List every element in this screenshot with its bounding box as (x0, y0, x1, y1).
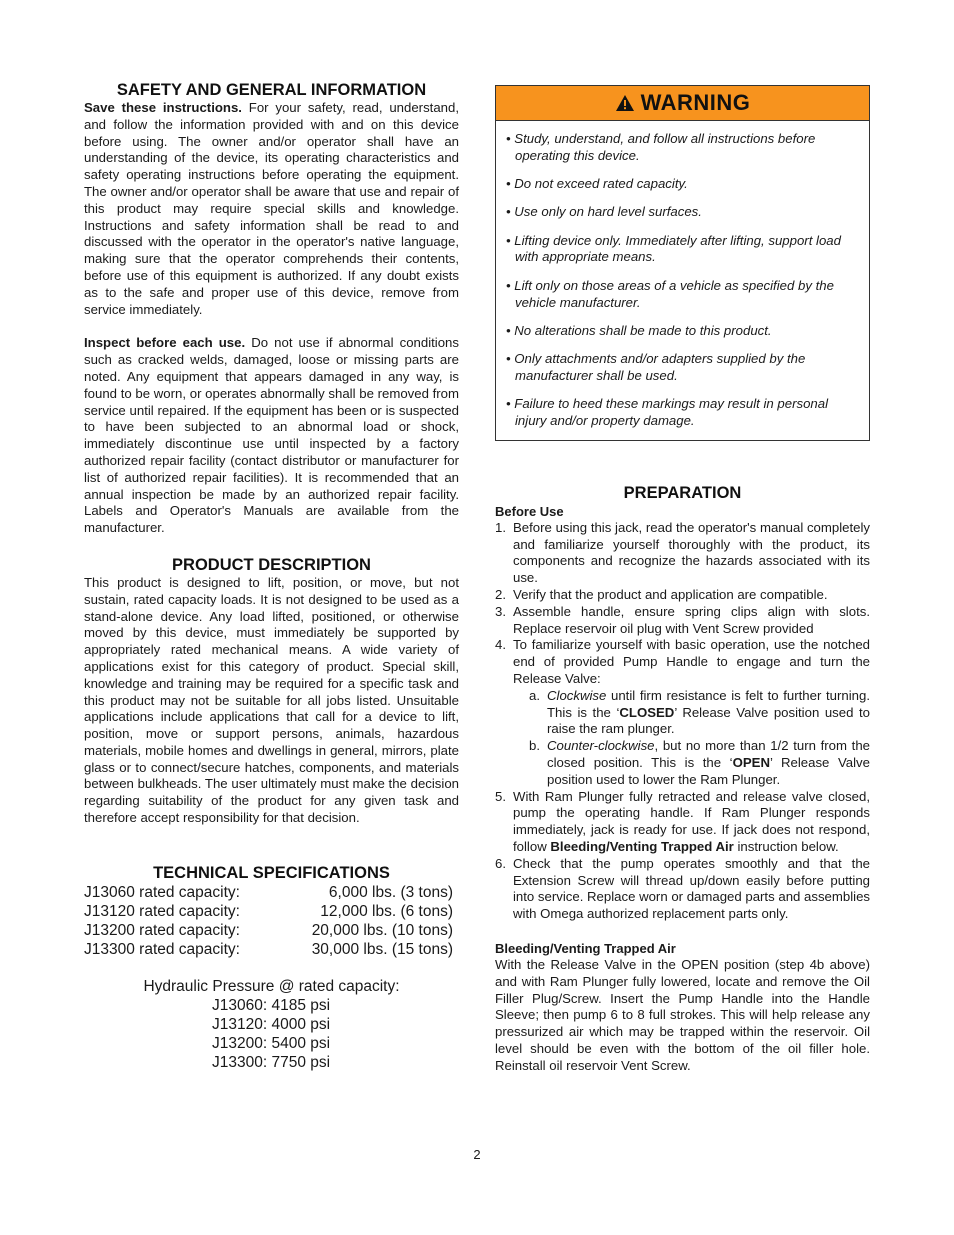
warning-triangle-icon (615, 94, 635, 112)
product-description-text: This product is designed to lift, position, or move, but not sustain, rated capacity loads. It is not designed to be used as a stand-alone device. Any load lifted, positioned, or otherwise moved by this device, must immediately be supported by appropriately rated mechanical means. A wide variety of applications exist for this category of product. Special skill, knowledge and training may be required for a specific task and this product may not be suitable for all jobs listed. Unsuitable applications include applications that call for a device to lift, position, move or support persons, animals, hazardous materials, mobile homes and dwellings in general, mirrors, plate glass or to connect/secure hatches, components, and materials between bulkheads. The user ultimately must make the decision regarding suitability of the product for any given task and therefore accept responsibility for that decision. (84, 574, 459, 826)
substep-item (513, 738, 870, 788)
save-instructions-text: For your safety, read, understand, and follow the information provided with and on this device before using. The owner and/or operator shall have an understanding of the device, its operating characteristics and safety operating instructions before operating the equipment. The owner and/or operator shall be aware that use and repair of this product may require special skills and knowledge. Instructions and safety information shall be read to and discussed with the operator in the operator's native language, making sure that the operator comprehends their contents, before use of this equipment is authorized. If any doubt exists as to the safe and proper use of this device, remove from service immediately. (84, 100, 459, 317)
step-text: Check that the pump operates smoothly and that the Extension Screw will thread up/down easily before putting into service. Replace worn or damaged parts and assemblies with Omega authorized replacement parts only. (513, 855, 870, 922)
spec-row (84, 902, 459, 921)
inspect-text: Do not use if abnormal conditions such as cracked welds, damaged, loose or missing parts are noted. Any equipment that appears damaged in any way, is found to be worn, or operates abnormally shall be removed from service until repaired. If the equipment has been or is suspected to have been subjected to an abnormal load or shock, immediately discontinue use until inspected by a factory authorized repair facility (contact distributor or manufacturer for list of authorized repair facilities). It is recommended that an annual inspection be made by an authorized repair facility. Labels and Operator's Manuals are available from the manufacturer. (84, 335, 459, 536)
step-item (495, 637, 870, 788)
warning-list (496, 121, 869, 440)
left-column (84, 80, 459, 1072)
inspect-paragraph (84, 335, 459, 537)
pressure-heading: Hydraulic Pressure @ rated capacity: (143, 977, 400, 995)
substep-letter: b. (529, 738, 540, 754)
bleeding-text: With the Release Valve in the OPEN position (step 4b above) and with Ram Plunger fully lowered, locate and remove the Oil Filler Plug/Screw. Insert the Pump Handle into the Handle Sleeve; then pump 6 to 8 full strokes. This will help release any pressurized air which may be trapped within the reservoir. Oil level should be even with the bottom of the oil filler hole. Reinstall oil reservoir Vent Screw. (495, 956, 870, 1073)
step-item (495, 587, 870, 604)
spec-model: J13120 rated capacity: (84, 902, 240, 920)
warning-item: • Do not exceed rated capacity. (506, 176, 688, 192)
pressure-item: J13120: 4000 psi (212, 1015, 331, 1033)
spec-table (84, 883, 459, 959)
step-text: instruction below. (733, 839, 839, 854)
substep-letter: a. (529, 687, 540, 703)
step-text: Before using this jack, read the operator's manual completely and familiarize yourself thoroughly with the product, its components and recognize the hazards associated with its use. (513, 519, 870, 586)
warning-header (496, 86, 869, 121)
pressure-item: J13060: 4185 psi (212, 996, 331, 1014)
save-instructions-paragraph (84, 100, 459, 318)
warning-item: • Use only on hard level surfaces. (506, 204, 702, 220)
spec-row (84, 940, 459, 959)
warning-item: • Study, understand, and follow all instructions before operating this device. (506, 131, 816, 163)
spec-value: 30,000 lbs. (15 tons) (311, 940, 453, 958)
step-number: 6. (495, 855, 506, 871)
preparation-heading: PREPARATION (623, 483, 742, 502)
warning-item: • Failure to heed these markings may result in personal injury and/or property damage. (506, 396, 829, 429)
before-use-heading: Before Use (495, 503, 564, 519)
step-number: 4. (495, 637, 506, 653)
preparation-steps (495, 520, 870, 923)
step-item (495, 520, 870, 587)
spec-value: 20,000 lbs. (10 tons) (311, 921, 453, 939)
step-item (495, 789, 870, 856)
pressure-item: J13300: 7750 psi (212, 1053, 331, 1071)
spec-model: J13200 rated capacity: (84, 921, 240, 939)
substep-text: , but no more than 1/2 turn from the closed position. This is the ‘ (547, 738, 870, 771)
spec-model: J13300 rated capacity: (84, 940, 240, 958)
warning-item: • Lift only on those areas of a vehicle as specified by the vehicle manufacturer. (506, 277, 834, 310)
bleeding-reference: Bleeding/Venting Trapped Air (550, 839, 734, 854)
step-text: With Ram Plunger fully retracted and release valve closed, pump the operating handle. If Ram Plunger responds immediately, jack is ready for use. If jack does not respond, follow (513, 788, 870, 854)
warning-title: WARNING (640, 90, 751, 115)
bleeding-heading: Bleeding/Venting Trapped Air (495, 940, 676, 956)
warning-box (495, 85, 870, 441)
spec-model: J13060 rated capacity: (84, 883, 240, 901)
safety-heading: SAFETY AND GENERAL INFORMATION (116, 81, 427, 99)
substep-direction: Counter-clockwise (547, 738, 655, 754)
spec-row (84, 883, 459, 902)
warning-item: • Lifting device only. Immediately after lifting, support load with appropriate means. (506, 232, 841, 265)
substep-text: ’ Release Valve position used to lower the Ram Plunger. (547, 755, 870, 787)
save-instructions-lead: Save these instructions. (84, 100, 242, 115)
open-label: OPEN (732, 755, 770, 771)
substep-item (513, 688, 870, 738)
tech-specs-heading: TECHNICAL SPECIFICATIONS (153, 863, 390, 882)
step-item (495, 604, 870, 638)
spec-value: 6,000 lbs. (3 tons) (328, 883, 453, 901)
page-number: 2 (473, 1147, 481, 1162)
step-number: 5. (495, 788, 506, 804)
substep-direction: Clockwise (547, 687, 607, 703)
warning-item: • No alterations shall be made to this product. (506, 322, 772, 338)
pressure-item: J13200: 5400 psi (212, 1034, 331, 1052)
right-column (495, 85, 870, 1075)
step-number: 1. (495, 519, 506, 535)
substep-text: ’ Release Valve position used to raise the ram plunger. (547, 704, 870, 737)
step-text: To familiarize yourself with basic operation, use the notched end of provided Pump Handle to engage and turn the Release Valve: (513, 637, 870, 687)
pressure-list (212, 996, 459, 1072)
closed-label: CLOSED (619, 704, 675, 720)
step-item (495, 856, 870, 923)
step-number: 2. (495, 587, 506, 603)
step-number: 3. (495, 603, 506, 619)
spec-value: 12,000 lbs. (6 tons) (320, 902, 453, 920)
step-text: Assemble handle, ensure spring clips align with slots. Replace reservoir oil plug with Vent Screw provided (513, 603, 870, 636)
warning-item: • Only attachments and/or adapters supplied by the manufacturer shall be used. (506, 351, 806, 383)
step-text: Verify that the product and application are compatible. (513, 587, 828, 603)
product-description-heading: PRODUCT DESCRIPTION (172, 555, 371, 574)
substep-text: until firm resistance is felt to further turning. This is the ‘ (547, 687, 870, 720)
inspect-lead: Inspect before each use. (84, 335, 246, 351)
spec-row (84, 921, 459, 940)
